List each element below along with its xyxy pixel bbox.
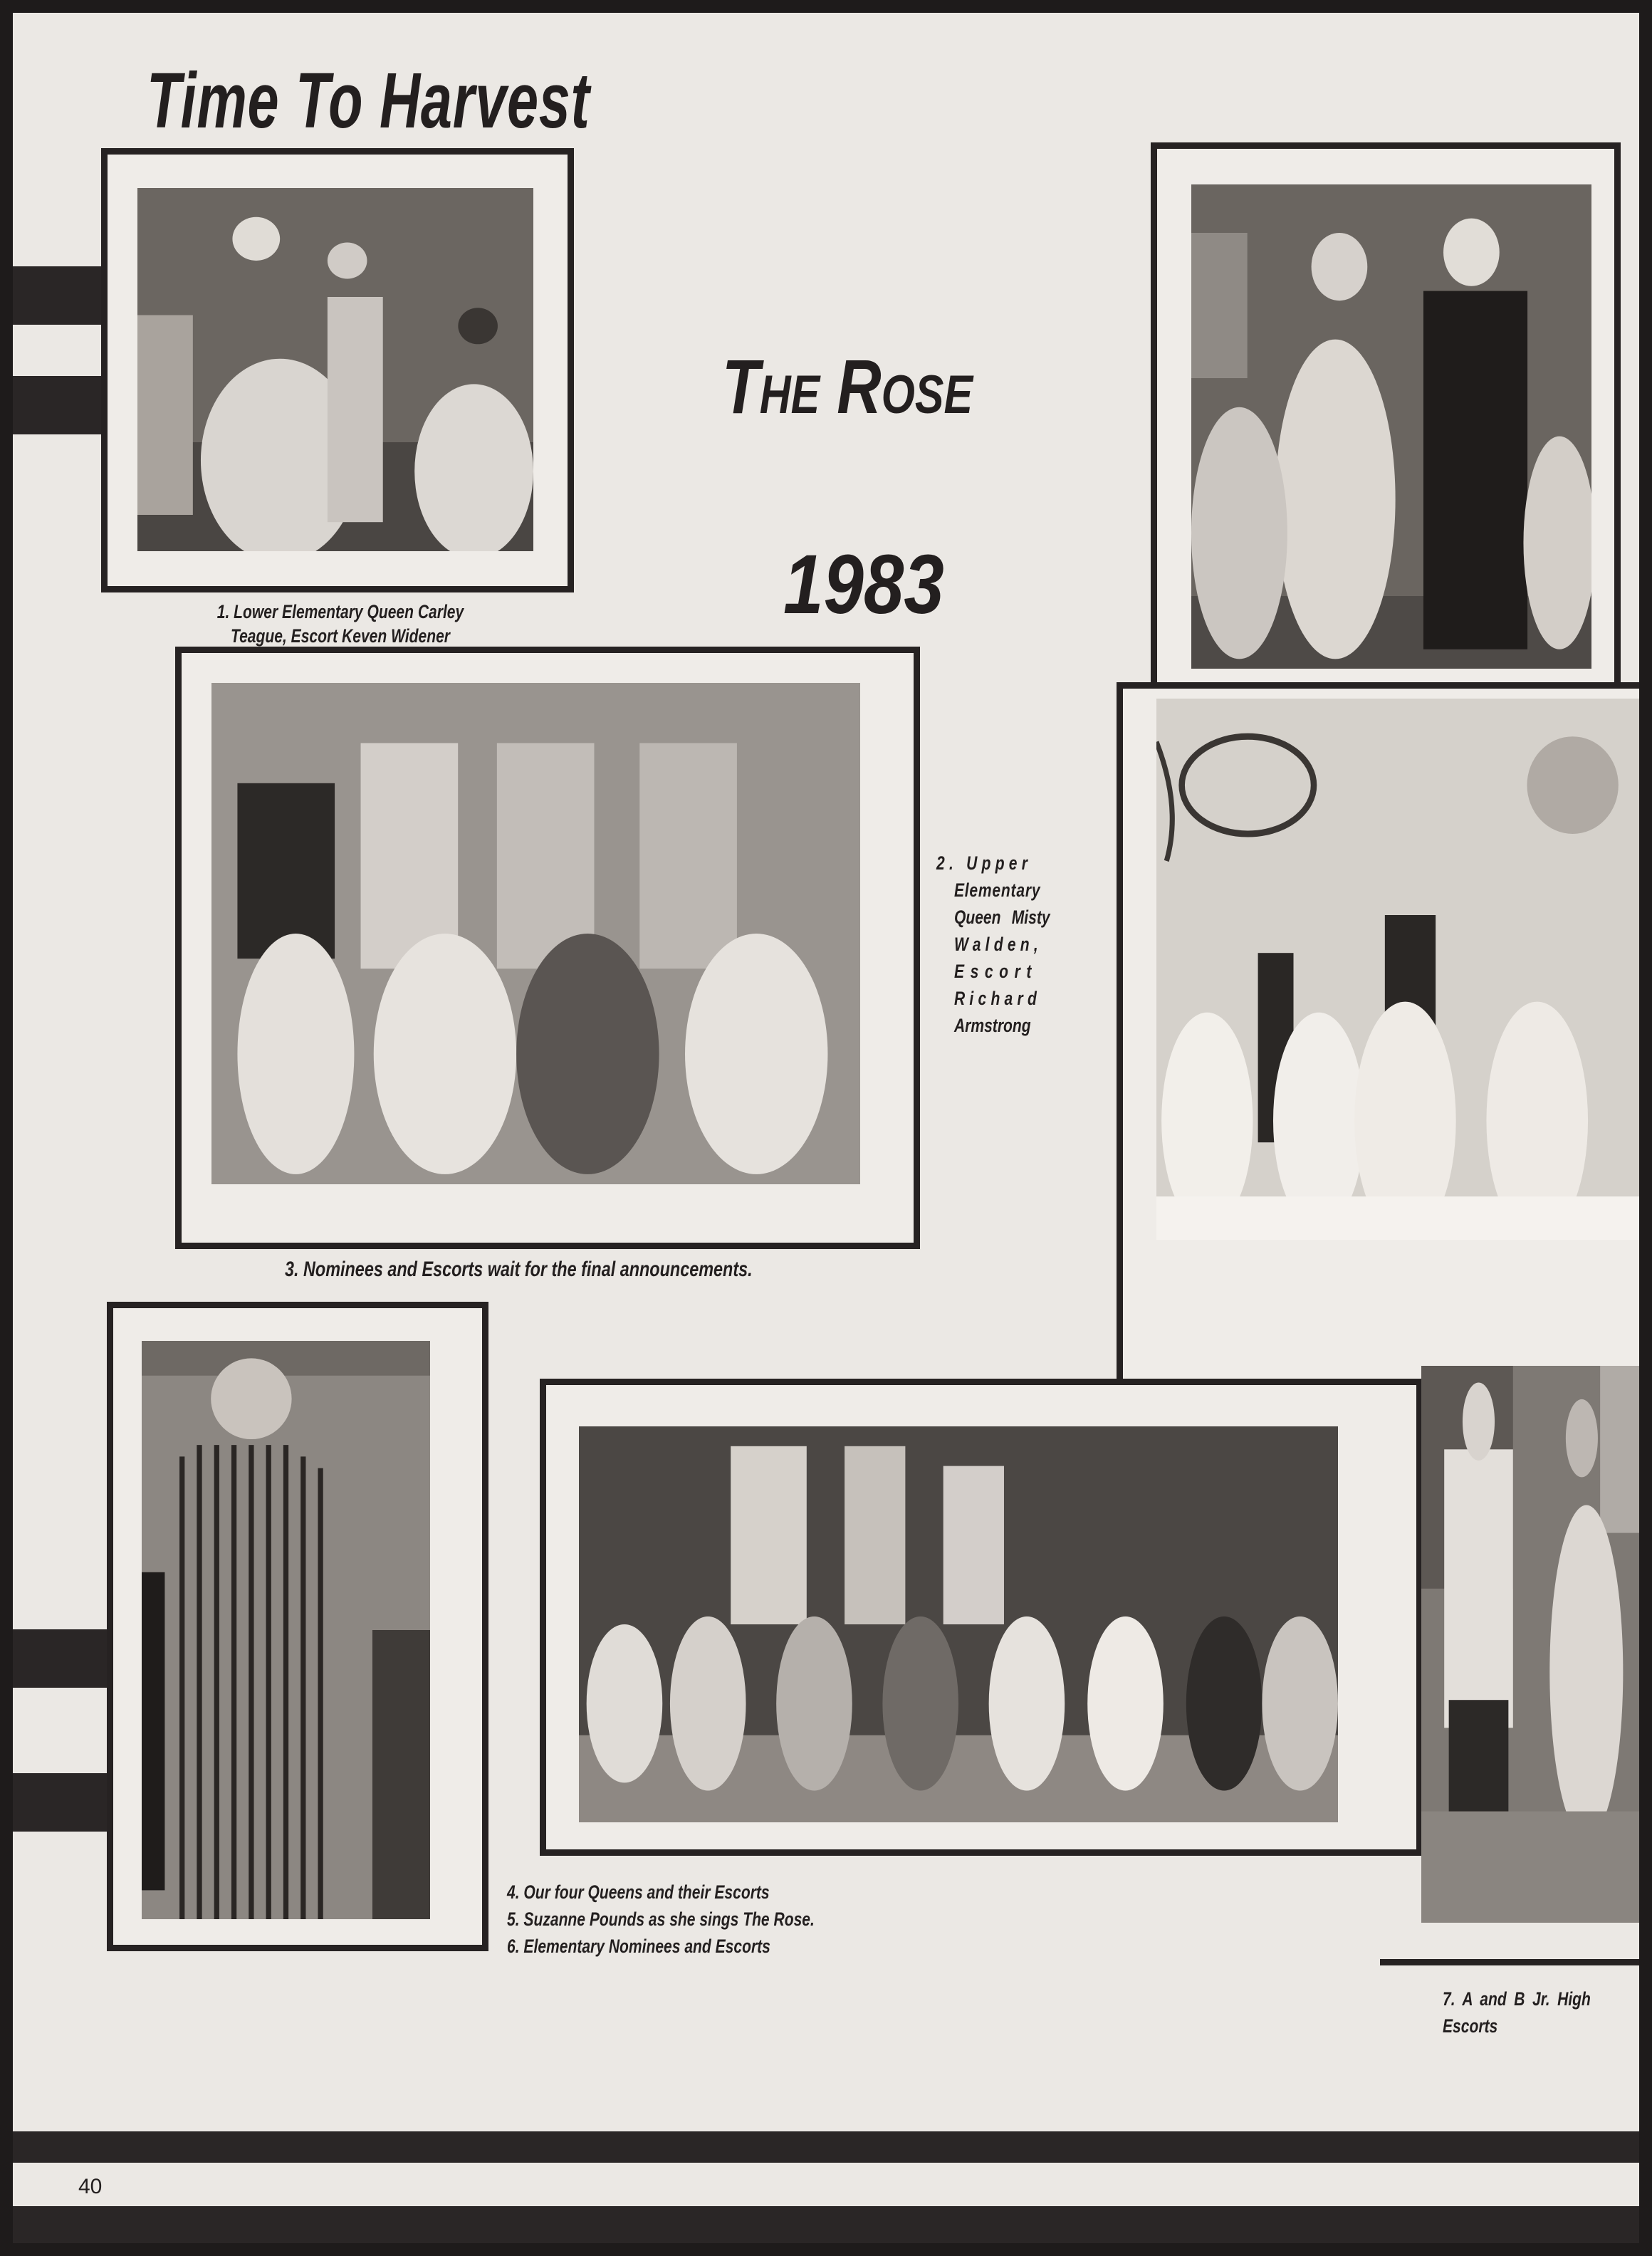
left-stripe-2: [13, 376, 105, 434]
photo-1-frame: [101, 148, 574, 592]
photo-5-suzanne-pounds-singing: [142, 1341, 430, 1919]
caption-2-line-3: Queen Misty: [953, 907, 1050, 928]
photo-6-elementary-nominees-and-escorts: [579, 1426, 1338, 1822]
caption-1: 1. Lower Elementary Queen Carley Teague, Escort Keven Widener: [216, 601, 464, 647]
caption-4: 4. Our four Queens and their Escorts: [507, 1881, 770, 1903]
caption-5: 5. Suzanne Pounds as she sings The Rose.: [507, 1908, 815, 1930]
bottom-stripe-2: [13, 2206, 1639, 2243]
page-number: 40: [78, 2175, 103, 2198]
page-title: Time To Harvest: [147, 57, 590, 145]
page-year: 1983: [783, 538, 944, 632]
page-subtitle: [722, 342, 973, 431]
caption-2-line-7: Armstrong: [953, 1015, 1031, 1036]
caption-2-line-4: Walden,: [953, 934, 1043, 955]
caption-7-wrap: [1443, 1985, 1639, 2040]
photo-2-upper-elementary-queen: [1191, 184, 1591, 669]
photo-4-frame: [1117, 682, 1639, 1387]
photo-3-nominees-and-escorts: [211, 683, 860, 1184]
caption-2-line-6: Richard: [953, 988, 1042, 1009]
caption-2-line-1: 2. Upper: [936, 852, 1032, 874]
photo-5-frame: [107, 1302, 488, 1951]
photo-7-frame: [1380, 1366, 1639, 1965]
left-stripe-4: [13, 1773, 113, 1832]
caption-2-line-2: Elementary: [953, 879, 1041, 901]
caption-2-line-5: Escort: [953, 961, 1037, 982]
caption-7: 7. A and B Jr. High Escorts: [1443, 1988, 1591, 2037]
photo-6-frame: [540, 1379, 1423, 1856]
photo-7-jr-high-escorts: [1421, 1366, 1639, 1923]
bottom-stripe-1: [13, 2131, 1639, 2163]
photo-4-four-queens-and-escorts: [1156, 699, 1639, 1240]
left-stripe-3: [13, 1629, 113, 1688]
captions-4-5-6: [507, 1879, 934, 1960]
caption-6: 6. Elementary Nominees and Escorts: [507, 1936, 770, 1957]
left-stripe-1: [13, 266, 105, 325]
caption-1-wrap: [155, 600, 526, 648]
caption-3: 3. Nominees and Escorts wait for the final announcements.: [285, 1258, 753, 1281]
photo-2-frame: [1151, 142, 1621, 704]
photo-1-lower-elementary-queen: [137, 188, 533, 551]
yearbook-page: [13, 13, 1639, 2243]
photo-3-frame: [175, 647, 920, 1249]
caption-2: [936, 850, 1093, 1039]
subtitle-text: The Rose: [722, 343, 973, 429]
